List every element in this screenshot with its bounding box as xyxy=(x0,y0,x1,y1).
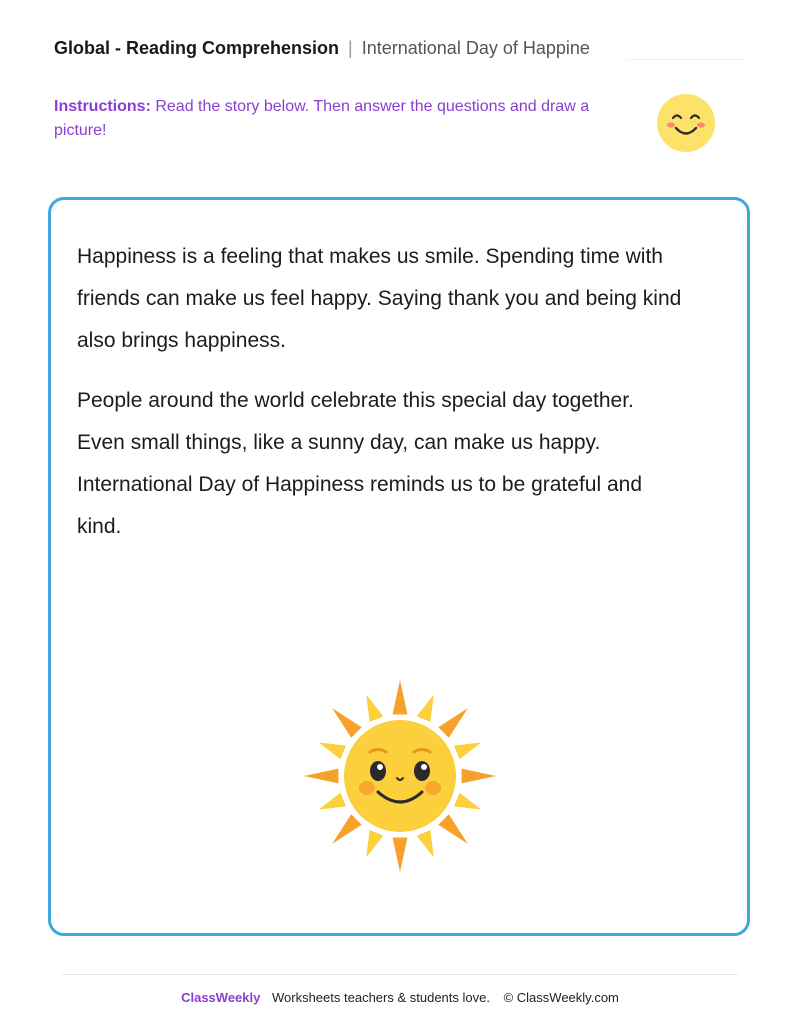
footer-copyright: © ClassWeekly.com xyxy=(503,990,619,1005)
sun-ray xyxy=(366,830,383,857)
sun-ray xyxy=(454,742,481,759)
smiley-face-icon xyxy=(656,93,716,153)
worksheet-header xyxy=(54,38,614,59)
sun-ray xyxy=(332,708,362,738)
footer-brand[interactable]: ClassWeekly xyxy=(181,990,261,1005)
footer-tagline: Worksheets teachers & students love. xyxy=(271,990,490,1005)
sun-ray xyxy=(332,814,362,844)
header-separator: | xyxy=(348,38,353,58)
header-divider xyxy=(626,59,748,60)
sun-ray xyxy=(438,814,468,844)
footer xyxy=(0,990,800,1005)
story-paragraph: People around the world celebrate this special day together. Even small things, like a sunny day, can make us happy. International Day of Happiness reminds us to be grateful and kind. xyxy=(77,389,643,538)
instructions-text: Read the story below. Then answer the questions and draw a picture! xyxy=(54,98,590,139)
instructions-lead: Instructions: xyxy=(54,98,151,115)
sun-ray xyxy=(319,793,346,810)
worksheet-subtitle: International Day of Happine xyxy=(361,38,590,58)
sun-ray xyxy=(417,695,434,722)
sun-ray xyxy=(366,695,383,722)
story-text xyxy=(77,236,687,566)
footer-divider xyxy=(62,974,738,975)
sun-ray xyxy=(454,793,481,810)
smiling-sun-icon xyxy=(300,676,500,876)
sun-ray xyxy=(304,769,338,784)
instructions xyxy=(54,95,614,143)
sun-ray xyxy=(438,708,468,738)
sun-ray xyxy=(319,742,346,759)
story-paragraph: Happiness is a feeling that makes us smile. Spending time with friends can make us feel happy. Saying thank you and being kind also brings happiness. xyxy=(77,245,682,352)
sun-ray xyxy=(393,838,408,872)
sun-ray xyxy=(462,769,496,784)
worksheet-title: Global - Reading Comprehension xyxy=(54,38,340,58)
sun-ray xyxy=(393,680,408,714)
sun-ray xyxy=(417,830,434,857)
